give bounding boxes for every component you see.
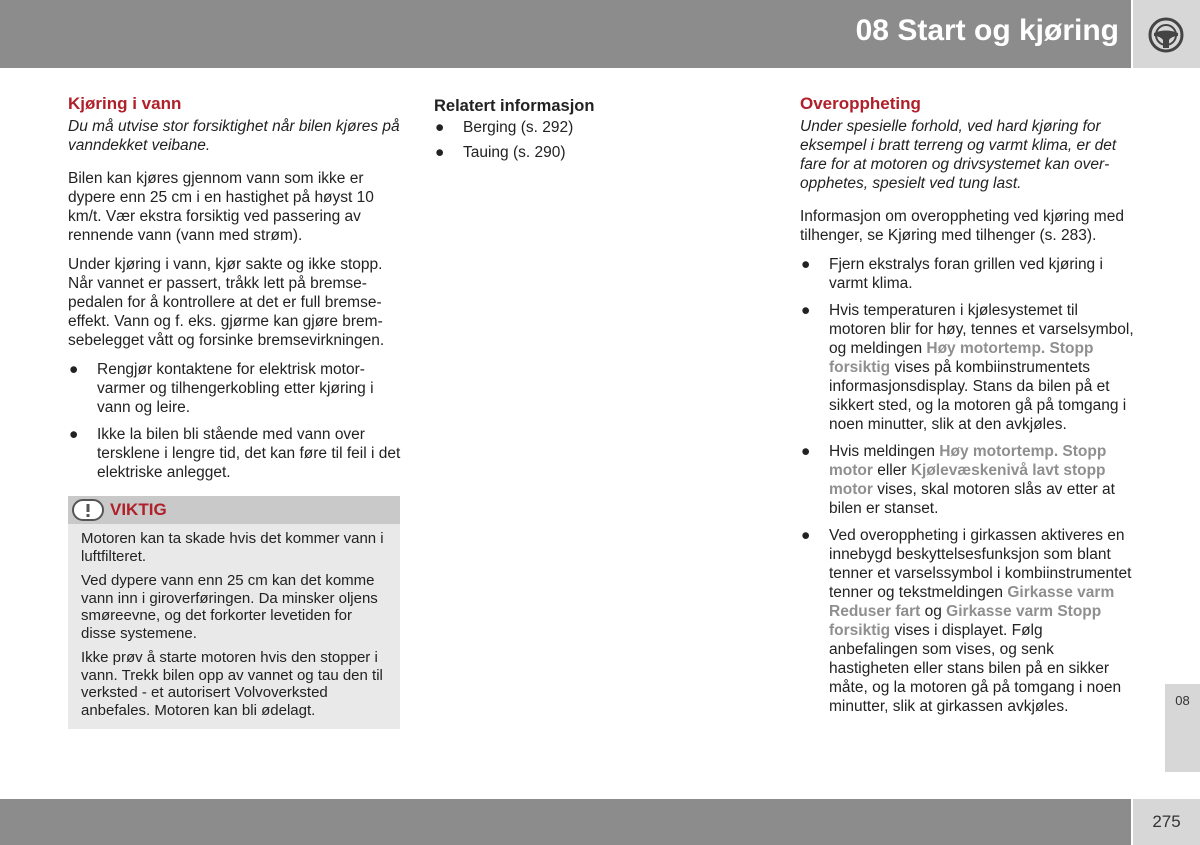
paragraph: Under kjøring i vann, kjør sakte og ikke stopp. Når vannet er passert, tråkk lett på bremsepedalen for å kontrollere at det er full bremseeffekt. Vann og f. eks. gjørme kan gjøre bremsebelegget vått og forsinke bremsevirkningen. (68, 256, 385, 349)
chapter-title: 08 Start og kjøring (855, 14, 1119, 47)
message-text: Girkasse varm Stopp forsiktig (829, 603, 1102, 639)
related-links (434, 118, 764, 162)
bullet-icon: ● (801, 256, 811, 273)
list-item: ● Rengjør kontaktene for elektrisk motorvarmer og tilhengerkobling etter kjøring i vann og leire. (69, 361, 374, 416)
warning-paragraph: Motoren kan ta skade hvis det kommer vann i luftfilteret. (81, 530, 384, 565)
bullet-icon: ● (69, 361, 79, 378)
page-footer (0, 799, 1131, 845)
message-text: Høy motortemp. Stopp motor (829, 443, 1107, 479)
warning-paragraph: Ved dypere vann enn 25 cm kan det komme vann inn i giroverføringen. Da minsker oljens smøreevne, og det forkorter levetiden for disse systemene. (81, 572, 378, 642)
section-lead-water: Du må utvise stor forsiktighet når bilen kjøres på vanndekket veibane. (68, 118, 400, 154)
message-text: Høy motortemp. Stopp forsiktig (829, 340, 1094, 376)
bullet-icon: ● (801, 527, 811, 544)
warning-paragraph: Ikke prøv å starte motoren hvis den stopper i vann. Trekk bilen opp av vannet og tau den til verksted - et autorisert Volvoverksted anbefales. Motoren kan bli ødelagt. (81, 649, 383, 719)
warning-title: VIKTIG (110, 500, 167, 519)
column-overheating (800, 94, 1134, 724)
bullet-list (68, 360, 402, 482)
related-link-berging[interactable]: ● Berging (s. 292) (435, 119, 574, 136)
chapter-icon-box (1133, 0, 1200, 68)
list-item: ● Ved overoppheting i girkassen aktiveres en innebygd beskyttelsesfunksjon som blant tenner et varselssymbol i kombiinstrumentet tenner og tekstmeldingen Girkasse varm Reduser fart og Girkasse varm Stopp forsiktig vises i displayet. Følg anbefalingen som vises, og senk hastigheten eller stans bilen på en sikker måte, og la motoren gå på tomgang i noen minutter, slik at girkassen avkjøles. (801, 527, 1132, 715)
list-item: ● Fjern ekstralys foran grillen ved kjøring i varmt klima. (801, 256, 1103, 292)
chapter-side-tab: 08 (1165, 684, 1200, 772)
column-related-info (434, 94, 764, 168)
bullet-icon: ● (435, 119, 445, 136)
bullet-icon: ● (801, 443, 811, 460)
related-link-tauing[interactable]: ● Tauing (s. 290) (435, 144, 566, 161)
message-text: Girkasse varm Reduser fart (829, 584, 1115, 620)
paragraph: Informasjon om overoppheting ved kjøring med tilhenger, se Kjøring med tilhenger (s. 283). (800, 208, 1124, 244)
column-water-driving (68, 94, 402, 729)
warning-box (68, 496, 400, 729)
warning-body (68, 524, 400, 729)
message-text: Kjølevæskenivå lavt stopp motor (829, 462, 1106, 498)
bullet-icon: ● (435, 144, 445, 161)
page-number-box (1133, 799, 1200, 845)
bullet-icon: ● (69, 426, 79, 443)
bullet-icon: ● (801, 302, 811, 319)
section-lead-overheating: Under spesielle forhold, ved hard kjøring for eksempel i bratt terreng og varmt klima, er det fare for at motoren og drivsystemet kan overopphetes, spesielt ved tung last. (800, 118, 1117, 192)
list-item: ● Hvis meldingen Høy motortemp. Stopp motor eller Kjølevæskenivå lavt stopp motor vises, skal motoren slås av etter at bilen er stanset. (801, 443, 1115, 517)
list-item: ● Hvis temperaturen i kjølesystemet til motoren blir for høy, tennes et varselsymbol, og meldingen Høy motortemp. Stopp forsiktig vises på kombiinstrumentets informasjonsdisplay. Stans da bilen på et sikkert sted, og la motoren gå på tomgang i noen minutter, slik at den avkjøles. (801, 302, 1134, 433)
page-header (0, 0, 1131, 68)
bullet-list (800, 255, 1134, 716)
warning-icon (71, 499, 105, 521)
list-item: ● Ikke la bilen bli stående med vann over tersklene i lengre tid, det kan føre til feil i det elektriske anlegget. (69, 426, 401, 481)
section-heading-water: Kjøring i vann (68, 94, 182, 113)
steering-wheel-icon (1147, 16, 1185, 54)
page-number: 275 (1152, 812, 1181, 831)
warning-header (68, 496, 400, 524)
section-heading-overheating: Overoppheting (800, 94, 921, 113)
paragraph: Bilen kan kjøres gjennom vann som ikke er dypere enn 25 cm i en hastighet på høyst 10 km/t. Vær ekstra forsiktig ved passering av rennende vann (vann med strøm). (68, 170, 374, 244)
related-info-heading: Relatert informasjon (434, 97, 595, 115)
